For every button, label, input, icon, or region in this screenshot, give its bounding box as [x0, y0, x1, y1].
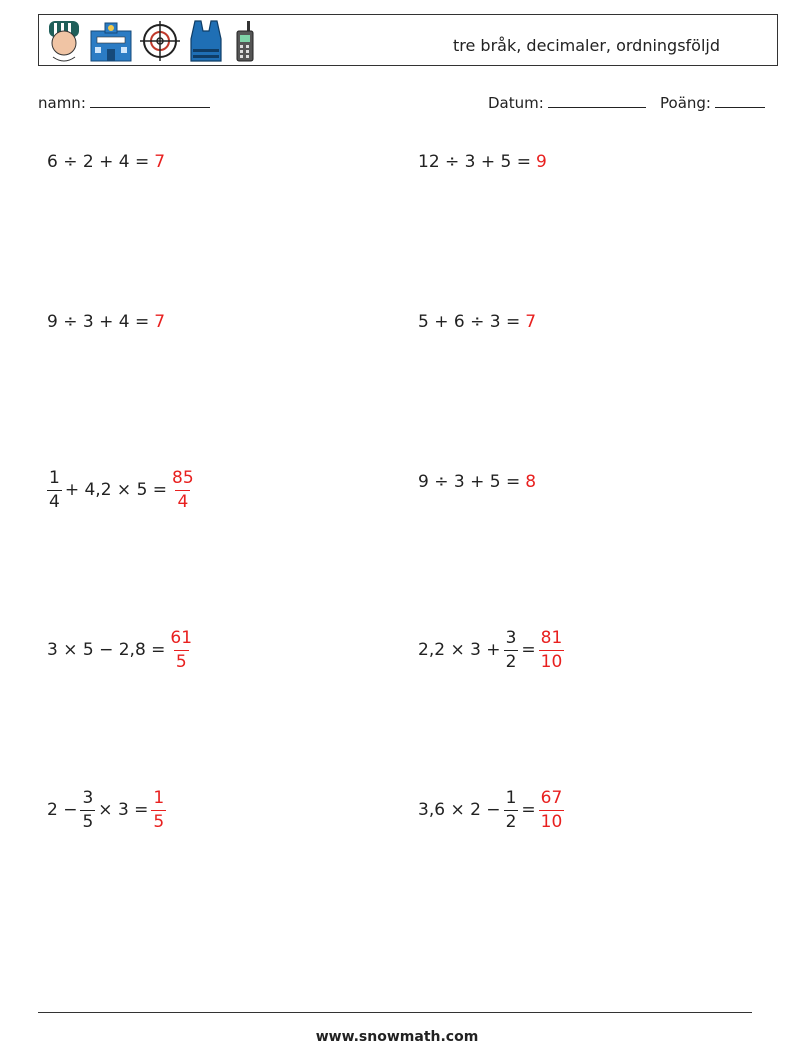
worksheet-title: tre bråk, decimaler, ordningsföljd	[453, 36, 721, 55]
expression: + 4,2 × 5 =	[64, 480, 168, 500]
expression: 2,2 × 3 +	[418, 640, 501, 660]
problem-8	[418, 620, 567, 680]
fraction: $\frac{3}{2}$	[505, 627, 517, 672]
expression: 3,6 × 2 −	[418, 800, 501, 820]
answer-fraction: $\frac{61}{5}$	[170, 627, 193, 672]
problem-2	[418, 132, 552, 192]
expression: 5 + 6 ÷ 3 =	[418, 312, 521, 332]
answer: 8	[525, 472, 537, 492]
name-label: namn:	[38, 94, 86, 112]
date-blank[interactable]	[548, 93, 646, 108]
fraction: $\frac{1}{4}$	[49, 467, 60, 512]
expression-rest: =	[521, 800, 536, 820]
expression: 9 ÷ 3 + 5 =	[418, 472, 521, 492]
problem-4	[418, 292, 541, 352]
expression-rest: × 3 =	[98, 800, 149, 820]
footer-url[interactable]: www.snowmath.com	[315, 1029, 479, 1045]
walkie-talkie-icon	[231, 19, 259, 63]
score-field	[660, 93, 765, 112]
answer: 9	[536, 152, 547, 172]
crosshair-icon	[139, 19, 181, 63]
answer-fraction: $\frac{1}{5}$	[153, 787, 165, 832]
expression: 6 ÷ 2 + 4 =	[47, 152, 150, 172]
header-icons	[45, 19, 259, 63]
bulletproof-vest-icon	[187, 19, 225, 63]
problem-9	[47, 780, 169, 840]
date-field	[488, 93, 646, 112]
problem-10	[418, 780, 567, 840]
police-station-icon	[89, 19, 133, 63]
score-blank[interactable]	[715, 93, 765, 108]
footer-divider	[38, 1012, 752, 1013]
answer-fraction: $\frac{81}{10}$	[540, 627, 563, 672]
worksheet-header	[38, 14, 778, 66]
expression: 12 ÷ 3 + 5 =	[418, 152, 532, 172]
date-label: Datum:	[488, 94, 544, 112]
answer-fraction: $\frac{85}{4}$	[172, 467, 194, 512]
name-field	[38, 93, 210, 112]
answer: 7	[154, 152, 166, 172]
problem-5	[44, 460, 199, 520]
expression: 2 −	[47, 800, 78, 820]
expression-rest: =	[521, 640, 536, 660]
fraction: $\frac{3}{5}$	[82, 787, 94, 832]
problem-3	[47, 292, 170, 352]
problem-1	[47, 132, 170, 192]
name-blank[interactable]	[90, 93, 210, 108]
expression: 3 × 5 − 2,8 =	[47, 640, 166, 660]
answer: 7	[154, 312, 166, 332]
problem-6	[418, 452, 541, 512]
prisoner-icon	[45, 19, 83, 63]
answer-fraction: $\frac{67}{10}$	[540, 787, 563, 832]
score-label: Poäng:	[660, 94, 711, 112]
expression: 9 ÷ 3 + 4 =	[47, 312, 150, 332]
answer: 7	[525, 312, 537, 332]
problem-7	[47, 620, 197, 680]
fraction: $\frac{1}{2}$	[505, 787, 517, 832]
